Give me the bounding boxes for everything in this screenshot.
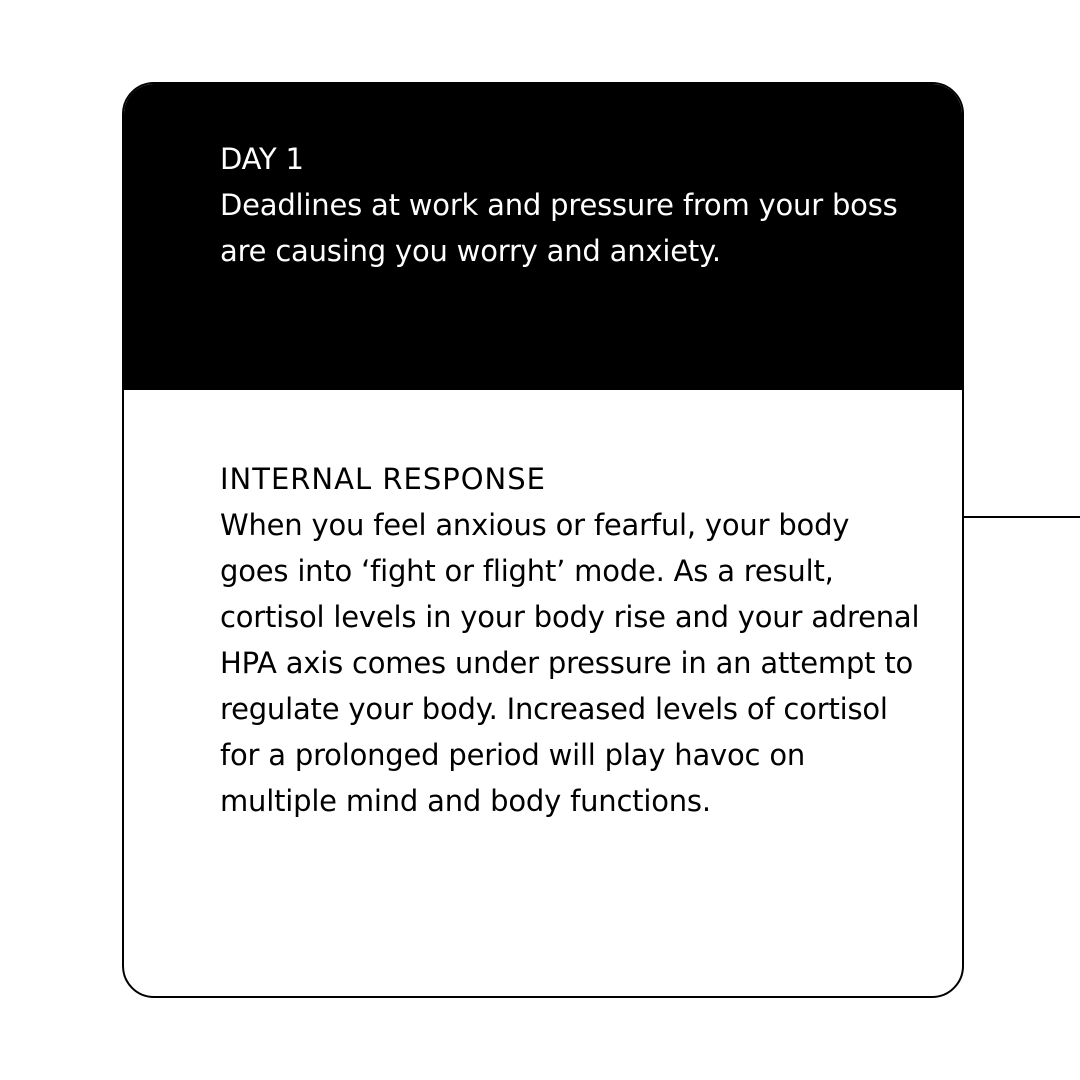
connector-line: [964, 516, 1080, 518]
scenario-text: Deadlines at work and pressure from your boss are causing you worry and anxiety.: [220, 188, 898, 268]
header-text-block: [220, 136, 900, 274]
section-heading: INTERNAL RESPONSE: [220, 462, 546, 496]
card-body: [220, 456, 920, 824]
info-card: [122, 82, 964, 998]
card-header: [124, 84, 962, 390]
body-text: When you feel anxious or fearful, your body goes into ‘fight or flight’ mode. As a result, cortisol levels in your body rise and your adrenal HPA axis comes under pressure in an attempt to regulate your body. Increased levels of cortisol for a prolonged period will play havoc on multiple mind and body functions.: [220, 508, 920, 818]
day-label: DAY 1: [220, 142, 304, 176]
